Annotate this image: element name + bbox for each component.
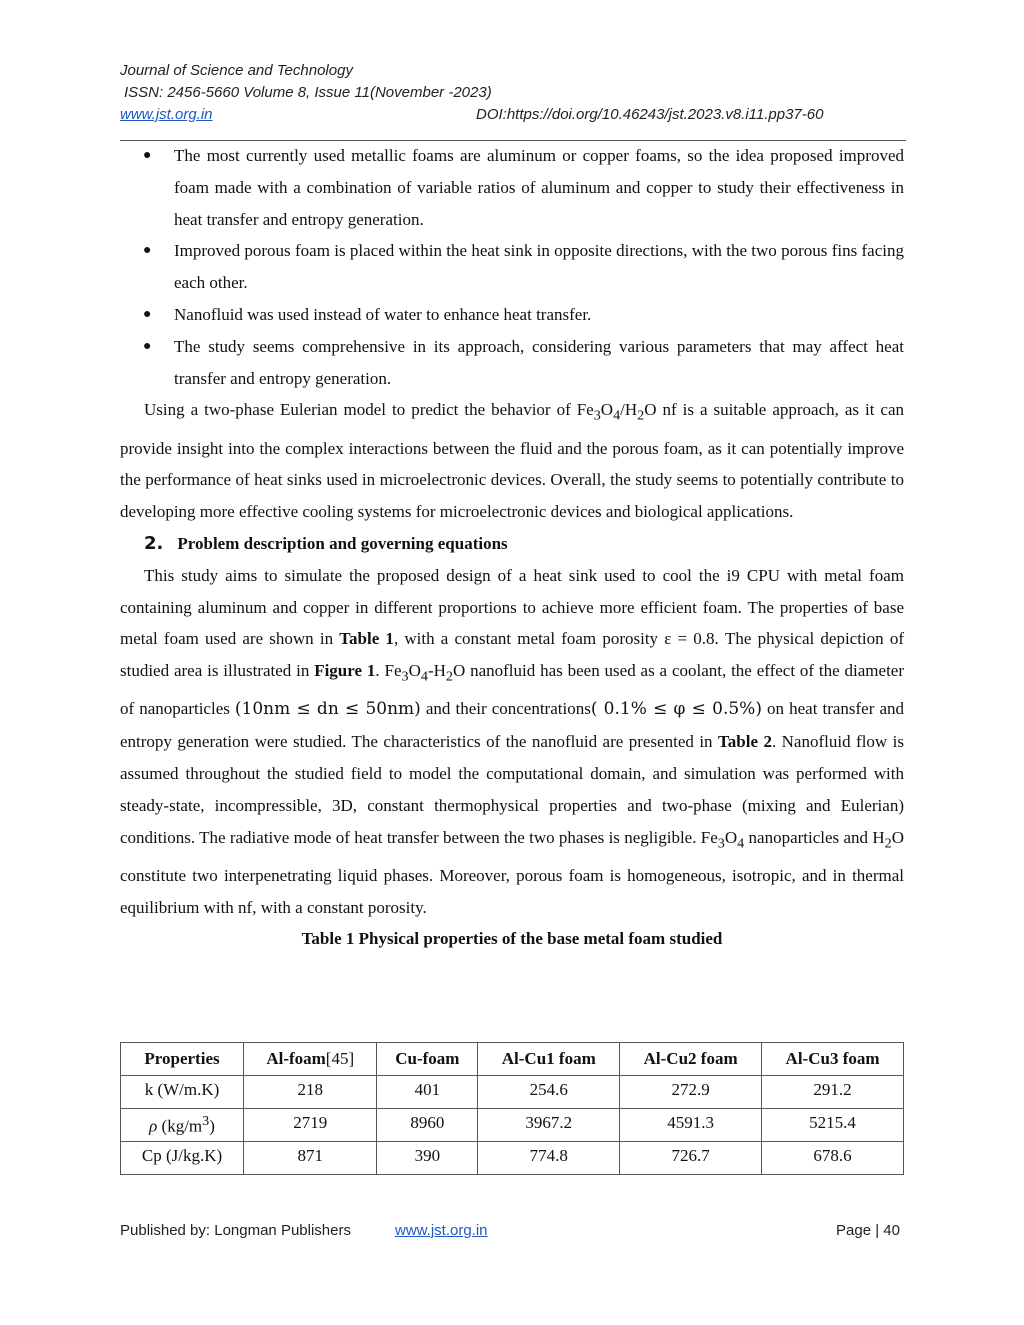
column-header: Cu-foam [377,1043,478,1076]
journal-title: Journal of Science and Technology [120,62,353,79]
section-title: Problem description and governing equations [177,533,508,553]
section-heading [120,528,904,560]
paragraph-problem-description: This study aims to simulate the proposed design of a heat sink used to cool the i9 CPU with metal foam containing aluminum and copper in different proportions to achieve more efficient foam. The properties of base metal foam used are shown in Table 1, with a constant metal foam porosity ε = 0.8. The physical depiction of studied area is illustrated in Figure 1. $Fe_3O_4-H_2O$ nanofluid has been used as a coolant, the effect of the diameter of nanoparticles (10nm ≤ dn ≤ 50nm) and their concentrations( 0.1% ≤ φ ≤ 0.5%) on heat transfer and entropy generation were studied. The characteristics of the nanofluid are presented in Table 2. Nanofluid flow is assumed throughout the studied field to model the computational domain, and simulation was performed with steady-state, incompressible, 3D, constant thermophysical properties and two-phase (mixing and Eulerian) conditions. The radiative mode of heat transfer between the two phases is negligible. $Fe_3O_4$ nanoparticles and $H_2O$ constitute two interpenetrating liquid phases. Moreover, porous foam is homogeneous, isotropic, and in thermal equilibrium with nf, with a constant porosity. [120,565,905,917]
bullet-icon: ● [143,306,152,322]
page-number: Page | 40 [836,1222,900,1239]
page-body [120,140,904,954]
table-cell: 774.8 [478,1142,620,1175]
section-number: 2. [144,532,164,554]
header-website-link[interactable]: www.jst.org.in [120,106,213,123]
list-item: ● Nanofluid was used instead of water to enhance heat transfer. [120,299,904,331]
bullet-icon: ● [143,243,152,259]
doi-line: DOI:https://doi.org/10.46243/jst.2023.v8.i11.pp37-60 [476,106,824,123]
table-cell: 218 [244,1076,377,1109]
table-row [121,1076,904,1109]
table-row [121,1109,904,1142]
table-cell: 678.6 [762,1142,904,1175]
table-cell: 2719 [244,1109,377,1142]
column-header: Properties [121,1043,244,1076]
issn-line: ISSN: 2456-5660 Volume 8, Issue 11(November -2023) [124,84,492,101]
list-item: ● Improved porous foam is placed within the heat sink in opposite directions, with the two porous fins facing each other. [120,235,904,299]
table-cell: 726.7 [620,1142,762,1175]
page-header [120,60,910,126]
properties-table [120,1042,904,1175]
citation-ref: [45] [325,1049,355,1068]
column-header: Al-Cu1 foam [478,1043,620,1076]
publisher-label: Published by: Longman Publishers [120,1222,351,1239]
list-item: ● The study seems comprehensive in its approach, considering various parameters that may affect heat transfer and entropy generation. [120,331,904,395]
column-header: Al-Cu3 foam [762,1043,904,1076]
table-header-row [121,1043,904,1076]
bullet-icon: ● [143,338,152,354]
table-cell: 3967.2 [478,1109,620,1142]
bullet-icon: ● [143,148,152,163]
table-cell: 272.9 [620,1076,762,1109]
table-cell: 401 [377,1076,478,1109]
math-diameter-range: (10nm ≤ dn ≤ 50nm) [234,699,421,720]
list-item: ● The most currently used metallic foams are aluminum or copper foams, so the idea proposed improved foam made with a combination of variable ratios of aluminum and copper to study their effectiveness in heat transfer and entropy generation. [120,140,904,235]
table-cell: 254.6 [478,1076,620,1109]
footer-website-link[interactable]: www.jst.org.in [395,1222,488,1239]
page-footer [120,1222,900,1246]
column-header: Al-foam[45] [244,1043,377,1076]
table-cell: 8960 [377,1109,478,1142]
paragraph-eulerian-model: Using a two-phase Eulerian model to predict the behavior of $Fe_3O_4/H_2O$ nf is a suitable approach, as it can provide insight into the complex interactions between the fluid and the porous foam, as it can potentially improve the performance of heat sinks used in microelectronic devices. Overall, the study seems to potentially contribute to developing more effective cooling systems for microelectronic devices and biological applications. [120,400,904,522]
row-label: Cp (J/kg.K) [121,1142,244,1175]
table-cell: 871 [244,1142,377,1175]
bullet-list [120,140,904,394]
table-cell: 4591.3 [620,1109,762,1142]
math-concentration-range: ( 0.1% ≤ φ ≤ 0.5%) [590,699,762,720]
table-row [121,1142,904,1175]
table-caption: Table 1 Physical properties of the base metal foam studied [301,929,723,949]
table-cell: 291.2 [762,1076,904,1109]
row-label: ρ $(kg/m^3)$ [121,1109,244,1142]
table-cell: 5215.4 [762,1109,904,1142]
table-cell: 390 [377,1142,478,1175]
row-label: k (W/m.K) [121,1076,244,1109]
column-header: Al-Cu2 foam [620,1043,762,1076]
